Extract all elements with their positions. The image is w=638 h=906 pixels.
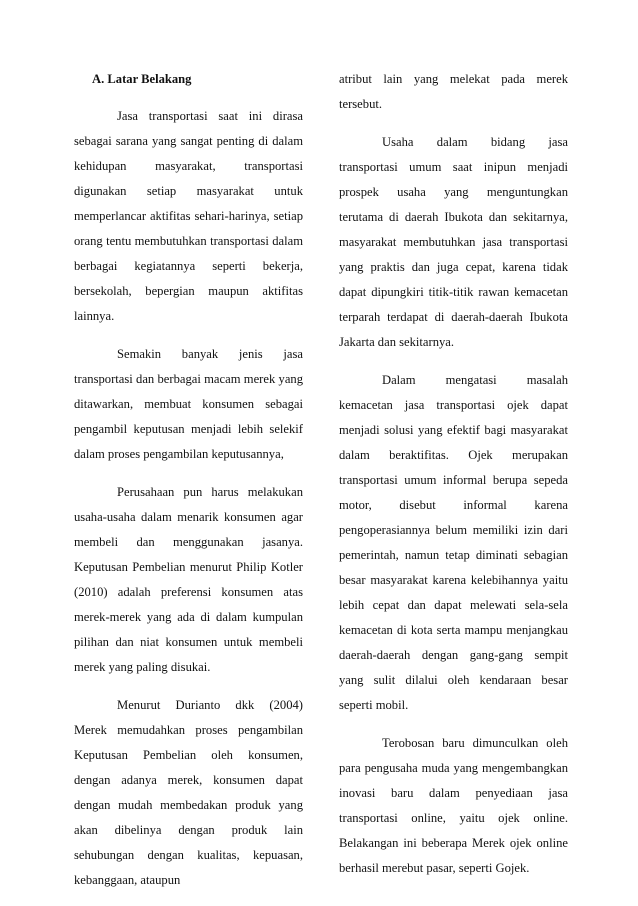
paragraph-usaha-bidang: Usaha dalam bidang jasa transportasi umum saat inipun menjadi prospek usaha yang menguntungkan terutama di daerah Ibukota dan sekitarnya, masyarakat membutuhkan jasa transportasi yang praktis dan juga cepat, karena tidak dapat dipungkiri titik-titik rawan kemacetan terparah terdapat di daerah-daerah Ibukota Jakarta dan sekitarnya. <box>339 135 568 349</box>
section-heading: A. Latar Belakang <box>92 72 192 86</box>
paragraph-terobosan-baru: Terobosan baru dimunculkan oleh para pengusaha muda yang mengembangkan inovasi baru dalam penyediaan jasa transportasi online, yaitu ojek online. Belakangan ini beberapa Merek ojek online berhasil merebut pasar, seperti Gojek. <box>339 736 568 875</box>
paragraph-continuation: atribut lain yang melekat pada merek tersebut. <box>339 72 568 111</box>
right-column <box>339 67 568 894</box>
left-column <box>74 67 303 906</box>
paragraph-jasa-transportasi: Jasa transportasi saat ini dirasa sebagai sarana yang sangat penting di dalam kehidupan masyarakat, transportasi digunakan setiap masyarakat untuk memperlancar aktifitas sehari-harinya, setiap orang tentu membutuhkan transportasi dalam berbagai kegiatannya seperti bekerja, bersekolah, bepergian maupun aktifitas lainnya. <box>74 109 303 323</box>
paragraph-semakin-banyak: Semakin banyak jenis jasa transportasi dan berbagai macam merek yang ditawarkan, membuat konsumen sebagai pengambil keputusan menjadi lebih selekif dalam proses pengambilan keputusannya, <box>74 347 303 461</box>
paragraph-mengatasi-kemacetan: Dalam mengatasi masalah kemacetan jasa transportasi ojek dapat menjadi solusi yang efektif bagi masyarakat dalam beraktifitas. Ojek merupakan transportasi umum informal berupa sepeda motor, disebut informal karena pengoperasiannya belum memiliki izin dari pemerintah, namun tetap diminati sebagian besar masyarakat karena kelebihannya yaitu lebih cepat dan dapat melewati sela-sela kemacetan di kota serta mampu menjangkau daerah-daerah dengan gang-gang sempit yang sulit dilalui oleh kendaraan besar seperti mobil. <box>339 373 568 712</box>
paragraph-perusahaan: Perusahaan pun harus melakukan usaha-usaha dalam menarik konsumen agar membeli dan menggunakan jasanya. Keputusan Pembelian menurut Philip Kotler (2010) adalah preferensi konsumen atas merek-merek yang ada di dalam kumpulan pilihan dan niat konsumen untuk membeli merek yang paling disukai. <box>74 485 303 674</box>
paragraph-menurut-durianto: Menurut Durianto dkk (2004) Merek memudahkan proses pengambilan Keputusan Pembelian oleh konsumen, dengan adanya merek, konsumen dapat dengan mudah membedakan produk yang akan dibelinya dengan produk lain sehubungan dengan kualitas, kepuasan, kebanggaan, ataupun <box>74 698 303 887</box>
